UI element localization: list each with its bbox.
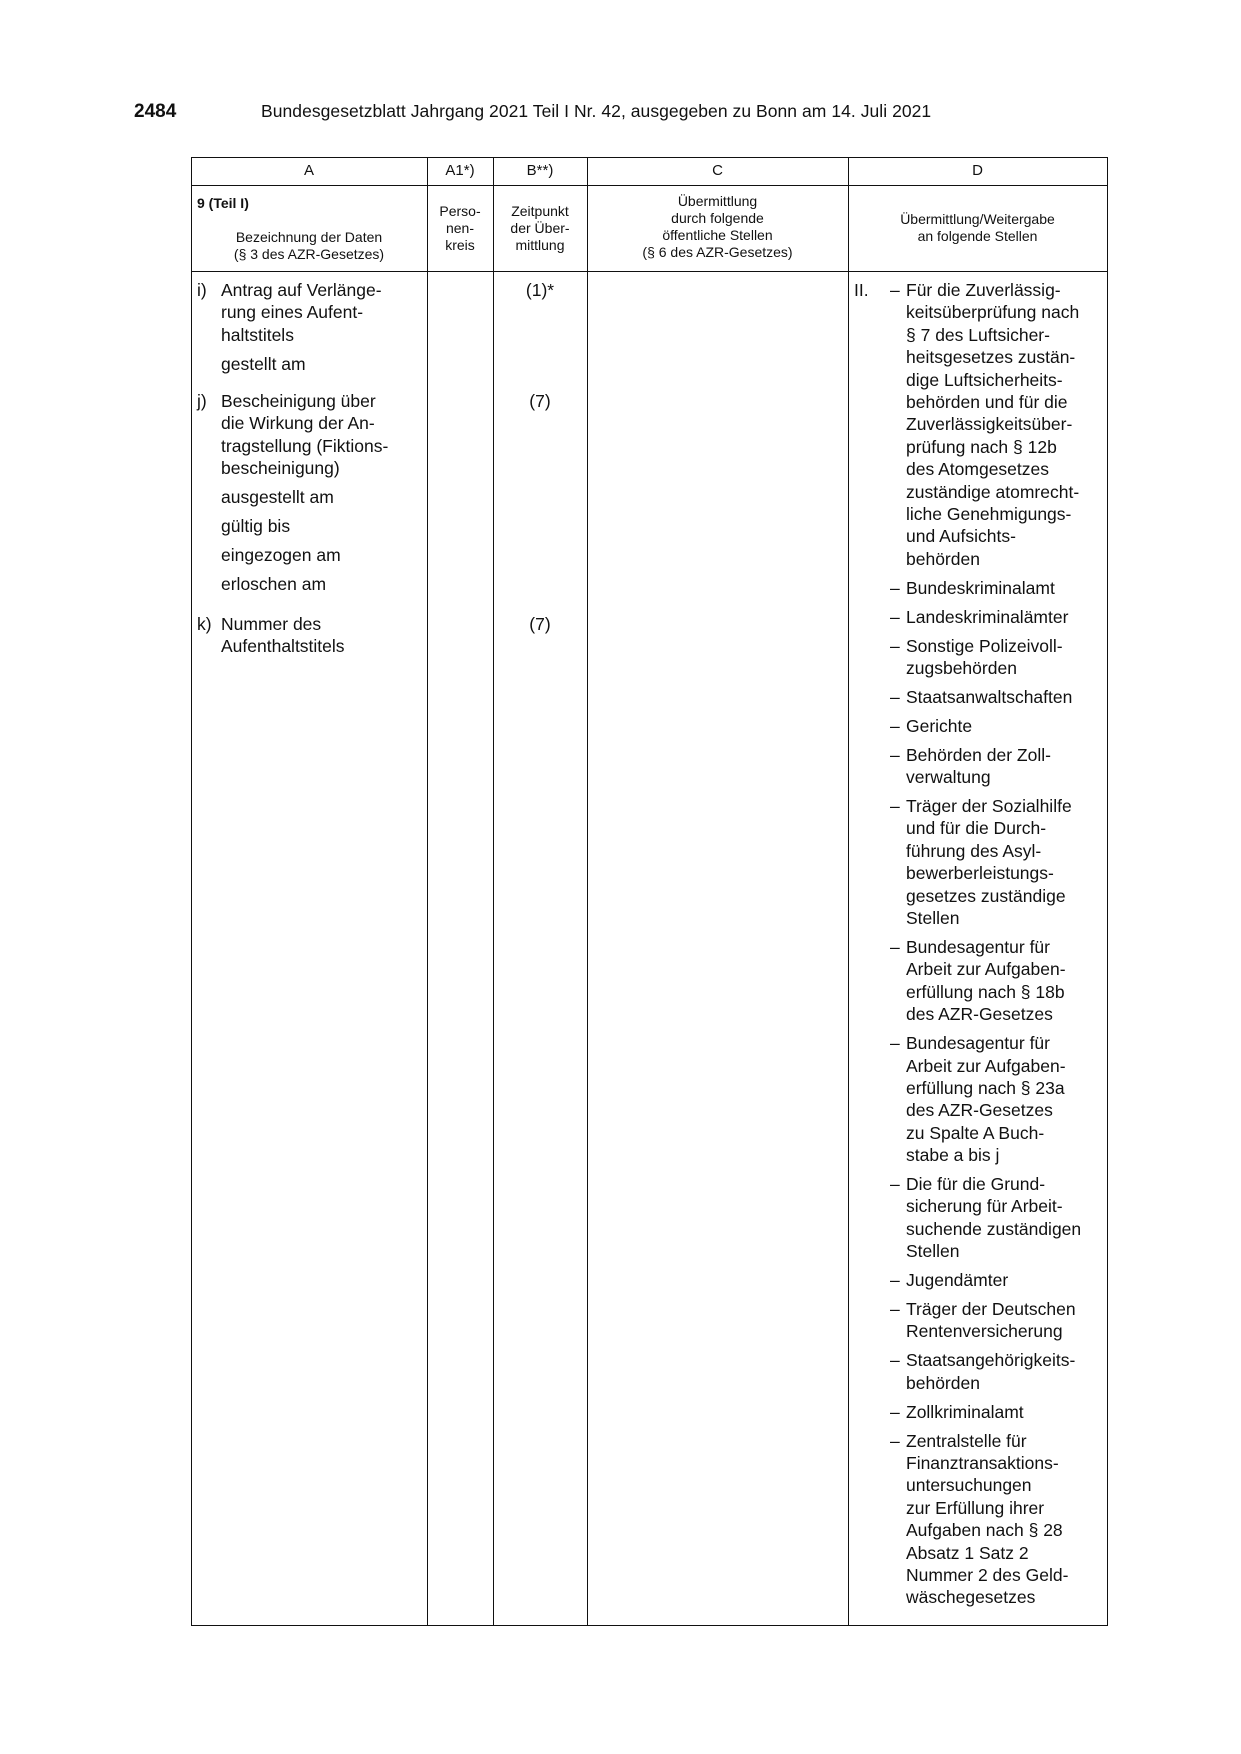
recipient-line: behörden: [906, 548, 980, 569]
row-label-i: i): [197, 280, 207, 300]
subitem: eingezogen am: [221, 544, 341, 565]
table-left-rule: [191, 157, 192, 1626]
column-letter-c: C: [712, 162, 723, 179]
page-number: 2484: [134, 101, 177, 122]
recipient-item: [854, 577, 1106, 599]
row-label-j: j): [197, 391, 207, 411]
recipient-item: [854, 936, 1106, 1026]
recipient-item: [854, 795, 1106, 929]
column-letter-d: D: [972, 162, 983, 179]
recipient-line: liche Genehmigungs-: [906, 504, 1072, 525]
recipient-line: erfüllung nach § 18b: [906, 981, 1065, 1002]
col-c-header: Übermittlung durch folgende öffentliche Stellen (§ 6 des AZR-Gesetzes): [642, 193, 793, 260]
recipient-line: Träger der Deutschen: [906, 1299, 1076, 1320]
recipient-line: und Aufsichts-: [906, 526, 1016, 547]
subitem: erloschen am: [221, 573, 327, 594]
recipient-line: bewerberleistungs-: [906, 863, 1054, 884]
recipient-line: Staatsanwaltschaften: [906, 686, 1073, 707]
dash-bullet: –: [890, 796, 900, 817]
dash-bullet: –: [890, 715, 900, 736]
recipient-line: § 7 des Luftsicher-: [906, 324, 1050, 345]
recipient-line: zu Spalte A Buch-: [906, 1122, 1045, 1143]
recipient-line: Aufgaben nach § 28: [906, 1520, 1063, 1541]
recipient-line: untersuchungen: [906, 1475, 1032, 1496]
recipient-line: Absatz 1 Satz 2: [906, 1542, 1029, 1563]
row-i-zeitpunkt: (1)*: [525, 280, 555, 300]
recipient-line: Bundeskriminalamt: [906, 577, 1055, 598]
column-rule-c: [848, 157, 849, 1626]
recipient-line: zugsbehörden: [906, 658, 1017, 678]
dash-bullet: –: [890, 606, 900, 627]
recipient-line: Zuverlässigkeitsüber-: [906, 414, 1073, 435]
dash-bullet: –: [890, 1350, 900, 1371]
recipient-line: dige Luftsicherheits-: [906, 369, 1063, 390]
row-j-zeitpunkt: (7): [529, 391, 551, 411]
dash-bullet: –: [890, 577, 900, 598]
recipient-line: heitsgesetzes zustän-: [906, 347, 1076, 368]
header-bottom-rule: [191, 271, 1108, 272]
dash-bullet: –: [890, 1270, 900, 1291]
recipient-line: Stellen: [906, 908, 960, 929]
subitem: gestellt am: [221, 353, 306, 374]
row-i-text: Antrag auf Verlänge- rung eines Aufent- haltstitels gestellt am: [221, 279, 421, 375]
recipient-line: erfüllung nach § 23a: [906, 1077, 1065, 1098]
row-k-text: Nummer des Aufenthaltstitels: [221, 614, 345, 657]
recipient-line: wäschegesetzes: [906, 1587, 1036, 1608]
recipient-line: verwaltung: [906, 767, 991, 788]
row-k-zeitpunkt: (7): [529, 614, 551, 634]
recipient-line: prüfung nach § 12b: [906, 436, 1057, 457]
recipient-item: [854, 1430, 1106, 1609]
recipient-item: [854, 279, 1106, 570]
recipient-line: Bundesagentur für: [906, 936, 1050, 957]
recipient-line: Rentenversicherung: [906, 1321, 1063, 1342]
recipient-line: Die für die Grund-: [906, 1174, 1046, 1195]
recipient-line: Landeskriminalämter: [906, 606, 1069, 627]
col-b-header: Zeitpunkt der Über- mittlung: [510, 203, 570, 253]
recipient-line: Sonstige Polizeivoll-: [906, 635, 1063, 656]
recipient-line: suchende zuständigen: [906, 1218, 1082, 1239]
recipient-line: Finanztransaktions-: [906, 1453, 1059, 1473]
recipient-line: führung des Asyl-: [906, 840, 1042, 861]
table-right-rule: [1107, 157, 1108, 1626]
recipient-item: [854, 1269, 1106, 1291]
recipient-item: [854, 606, 1106, 628]
recipient-line: behörden und für die: [906, 392, 1068, 413]
dash-bullet: –: [890, 1174, 900, 1195]
recipient-line: Jugendämter: [906, 1270, 1009, 1291]
recipient-line: Arbeit zur Aufgaben-: [906, 1055, 1066, 1076]
recipient-item: [854, 1173, 1106, 1263]
page-header: [134, 101, 1094, 127]
recipient-item: [854, 1032, 1106, 1166]
roman-numeral: II.: [854, 280, 869, 300]
recipient-line: Träger der Sozialhilfe: [906, 796, 1072, 817]
col-a-header: Bezeichnung der Daten (§ 3 des AZR-Gesetzes): [233, 229, 385, 262]
table-bottom-rule: [191, 1625, 1108, 1626]
row-label-k: k): [197, 614, 212, 634]
dash-bullet: –: [890, 1033, 900, 1054]
recipient-line: Behörden der Zoll-: [906, 744, 1051, 765]
dash-bullet: –: [890, 686, 900, 707]
recipient-line: des AZR-Gesetzes: [906, 1004, 1053, 1025]
recipient-item: [854, 1401, 1106, 1423]
recipient-line: gesetzes zuständige: [906, 885, 1066, 906]
recipient-item: [854, 715, 1106, 737]
col-a1-header: Perso- nen- kreis: [439, 203, 481, 253]
column-letter-a1: A1*): [445, 162, 475, 179]
recipient-line: Bundesagentur für: [906, 1033, 1050, 1054]
recipient-line: Nummer 2 des Geld-: [906, 1565, 1069, 1586]
recipient-line: Für die Zuverlässig-: [906, 280, 1061, 300]
recipient-line: Stellen: [906, 1241, 960, 1262]
column-letter-rule: [191, 185, 1108, 186]
recipient-item: [854, 744, 1106, 789]
col-d-header: Übermittlung/Weitergabe an folgende Stellen: [900, 211, 1055, 244]
column-rule-b: [587, 157, 588, 1626]
row-j-text: Bescheinigung über die Wirkung der An- tragstellung (Fiktions- bescheinigung) ausgestellt am gültig bis eingezogen am erloschen am: [221, 390, 421, 595]
column-letter-a: A: [303, 162, 314, 179]
recipient-line: sicherung für Arbeit-: [906, 1196, 1063, 1217]
column-rule-a1: [493, 157, 494, 1626]
subitem: gültig bis: [221, 516, 291, 537]
dash-bullet: –: [890, 1299, 900, 1320]
recipient-line: Gerichte: [906, 715, 973, 736]
dash-bullet: –: [890, 635, 900, 656]
section-title: 9 (Teil I): [197, 195, 249, 211]
journal-line: Bundesgesetzblatt Jahrgang 2021 Teil I Nr. 42, ausgegeben zu Bonn am 14. Juli 2021: [261, 101, 932, 121]
recipient-line: Arbeit zur Aufgaben-: [906, 959, 1066, 980]
recipient-line: Zentralstelle für: [906, 1430, 1027, 1451]
dash-bullet: –: [890, 936, 900, 957]
recipient-line: zuständige atomrecht-: [906, 481, 1080, 502]
column-letter-b: B**): [526, 162, 554, 179]
recipient-line: stabe a bis j: [906, 1145, 1000, 1166]
dash-bullet: –: [890, 1430, 900, 1451]
data-table: [191, 157, 1108, 1626]
recipient-line: des AZR-Gesetzes: [906, 1100, 1053, 1121]
recipient-item: [854, 1349, 1106, 1394]
subitem: ausgestellt am: [221, 487, 334, 508]
col-d-recipient-list: [854, 279, 1106, 1615]
recipient-line: zur Erfüllung ihrer: [906, 1497, 1045, 1518]
recipient-item: [854, 635, 1106, 680]
recipient-line: und für die Durch-: [906, 818, 1047, 839]
dash-bullet: –: [890, 280, 900, 300]
recipient-line: Staatsangehörigkeits-: [906, 1350, 1076, 1371]
recipient-line: Zollkriminalamt: [906, 1401, 1024, 1422]
recipient-line: behörden: [906, 1372, 980, 1393]
recipient-line: des Atomgesetzes: [906, 459, 1049, 480]
column-rule-a: [427, 157, 428, 1626]
recipient-item: [854, 686, 1106, 708]
recipient-item: [854, 1298, 1106, 1343]
recipient-line: keitsüberprüfung nach: [906, 302, 1080, 323]
dash-bullet: –: [890, 744, 900, 765]
dash-bullet: –: [890, 1401, 900, 1422]
